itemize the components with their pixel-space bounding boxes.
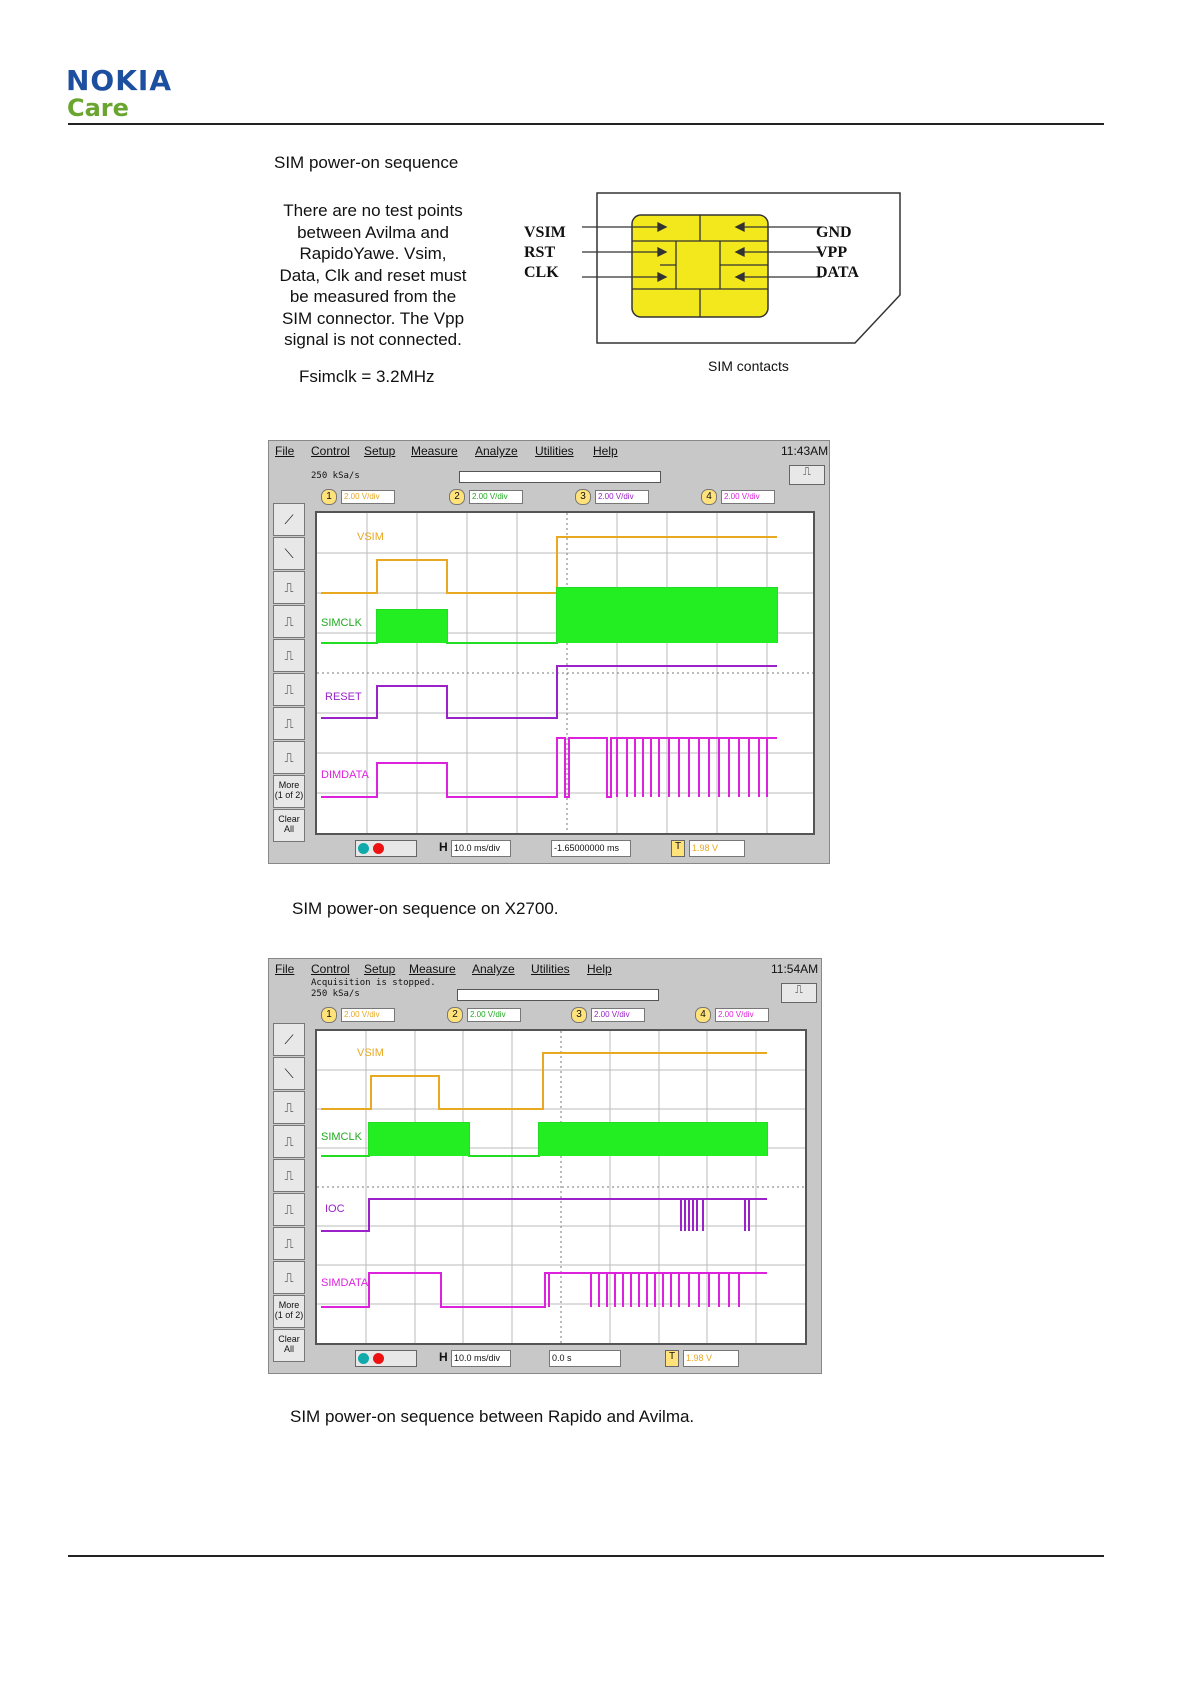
acquisition-status: Acquisition is stopped. xyxy=(311,978,436,988)
menu-file[interactable]: File xyxy=(275,962,295,976)
scope-clock: 11:54AM xyxy=(771,962,819,976)
sim-label-gnd: GND xyxy=(816,224,852,241)
channel-2[interactable]: 2 2.00 V/div xyxy=(447,1007,521,1023)
section-title: SIM power-on sequence xyxy=(274,153,459,172)
menu-file[interactable]: File xyxy=(275,444,295,458)
scope-display xyxy=(315,511,815,835)
scope-display xyxy=(315,1029,807,1345)
vsim-trace xyxy=(321,1053,767,1109)
run-stop-controls[interactable] xyxy=(355,840,417,857)
intro-line: between Avilma and xyxy=(297,222,449,242)
care-logo: Care xyxy=(67,94,129,122)
pulse-width-icon[interactable]: ⎍ xyxy=(273,1091,305,1124)
channel-1[interactable]: 1 2.00 V/div xyxy=(321,1007,395,1023)
channel-2[interactable]: 2 2.00 V/div xyxy=(449,489,523,505)
sample-rate: 250 kSa/s xyxy=(311,989,360,999)
trigger-icon: T xyxy=(671,840,685,857)
trace-label-ioc: IOC xyxy=(325,1203,345,1215)
display-mode-button[interactable]: ⎍ xyxy=(781,983,817,1003)
scope-bottom-bar xyxy=(311,837,821,859)
sim-diagram-caption: SIM contacts xyxy=(708,358,789,374)
menu-setup[interactable]: Setup xyxy=(364,962,396,976)
rising-edge-icon[interactable]: ⟋ xyxy=(273,1023,305,1056)
sim-label-vsim: VSIM xyxy=(524,224,566,241)
waveform-plot xyxy=(317,513,813,833)
rise-time-icon[interactable]: ⎍ xyxy=(273,1159,305,1192)
intro-line: be measured from the xyxy=(289,287,457,306)
trace-label-simdata: SIMDATA xyxy=(321,1277,369,1289)
scope-bottom-bar xyxy=(311,1347,815,1369)
amplitude-icon[interactable]: ⎍ xyxy=(273,1227,305,1260)
sim-label-data: DATA xyxy=(816,264,859,281)
channel-3-icon: 3 xyxy=(571,1007,587,1023)
trace-label-vsim: VSIM xyxy=(357,531,384,543)
falling-edge-icon[interactable]: ⟍ xyxy=(273,1057,305,1090)
simclk-burst-1 xyxy=(377,610,447,643)
horizontal-icon: H xyxy=(439,840,448,854)
oscilloscope-window-1 xyxy=(268,440,830,864)
delay-field[interactable]: -1.65000000 ms xyxy=(551,840,631,857)
falling-edge-icon[interactable]: ⟍ xyxy=(273,537,305,570)
delay-field[interactable]: 0.0 s xyxy=(549,1350,621,1367)
channel-bar xyxy=(311,1005,815,1027)
caption-scope-2: SIM power-on sequence between Rapido and Avilma. xyxy=(290,1407,695,1426)
amplitude-icon[interactable]: ⎍ xyxy=(273,707,305,740)
menu-utilities[interactable]: Utilities xyxy=(531,962,570,976)
channel-3[interactable]: 3 2.00 V/div xyxy=(575,489,649,505)
sample-rate: 250 kSa/s xyxy=(311,471,360,481)
menu-help[interactable]: Help xyxy=(587,962,612,976)
intro-line: There are no test points xyxy=(283,201,463,220)
trace-label-dimdata: DIMDATA xyxy=(321,769,369,781)
channel-bar xyxy=(311,487,821,509)
channel-4[interactable]: 4 2.00 V/div xyxy=(701,489,775,505)
period-icon[interactable]: ⎍ xyxy=(273,1125,305,1158)
channel-2-icon: 2 xyxy=(449,489,465,505)
trace-label-simclk: SIMCLK xyxy=(321,617,362,629)
reset-trace xyxy=(321,666,777,718)
sim-label-rst: RST xyxy=(524,244,556,261)
simclk-burst-2 xyxy=(557,588,777,643)
menu-analyze[interactable]: Analyze xyxy=(472,962,515,976)
footer-rule xyxy=(68,1555,1104,1557)
channel-1-icon: 1 xyxy=(321,489,337,505)
clear-all-button[interactable]: Clear All xyxy=(273,1329,305,1362)
menu-measure[interactable]: Measure xyxy=(411,444,458,458)
sim-label-vpp: VPP xyxy=(816,244,848,261)
menu-analyze[interactable]: Analyze xyxy=(475,444,518,458)
menu-utilities[interactable]: Utilities xyxy=(535,444,574,458)
display-mode-button[interactable]: ⎍ xyxy=(789,465,825,485)
channel-3[interactable]: 3 2.00 V/div xyxy=(571,1007,645,1023)
timebase-field[interactable]: 10.0 ms/div xyxy=(451,840,511,857)
overshoot-icon[interactable]: ⎍ xyxy=(273,1261,305,1294)
overshoot-icon[interactable]: ⎍ xyxy=(273,741,305,774)
scope-menubar xyxy=(269,441,829,461)
more-button[interactable]: More (1 of 2) xyxy=(273,775,305,808)
trigger-icon: T xyxy=(665,1350,679,1367)
channel-1-icon: 1 xyxy=(321,1007,337,1023)
more-button[interactable]: More (1 of 2) xyxy=(273,1295,305,1328)
period-icon[interactable]: ⎍ xyxy=(273,605,305,638)
rising-edge-icon[interactable]: ⟋ xyxy=(273,503,305,536)
scope-menubar xyxy=(269,959,821,979)
run-stop-controls[interactable] xyxy=(355,1350,417,1367)
horizontal-icon: H xyxy=(439,1350,448,1364)
channel-2-icon: 2 xyxy=(447,1007,463,1023)
acquisition-overview xyxy=(459,471,661,483)
menu-help[interactable]: Help xyxy=(593,444,618,458)
caption-scope-1: SIM power-on sequence on X2700. xyxy=(292,899,559,918)
trigger-level-field[interactable]: 1.98 V xyxy=(683,1350,739,1367)
fall-time-icon[interactable]: ⎍ xyxy=(273,1193,305,1226)
header-rule xyxy=(68,123,1104,125)
clear-all-button[interactable]: Clear All xyxy=(273,809,305,842)
rise-time-icon[interactable]: ⎍ xyxy=(273,639,305,672)
intro-line: RapidoYawe. Vsim, xyxy=(299,244,447,263)
simclk-burst-2 xyxy=(539,1123,767,1156)
waveform-plot xyxy=(317,1031,805,1343)
simdata-trace xyxy=(321,1273,767,1307)
fall-time-icon[interactable]: ⎍ xyxy=(273,673,305,706)
intro-line: SIM connector. The Vpp xyxy=(281,308,465,328)
scope-clock: 11:43AM xyxy=(781,444,829,458)
menu-measure[interactable]: Measure xyxy=(409,962,456,976)
intro-line: signal is not connected. xyxy=(284,330,462,349)
channel-4-icon: 4 xyxy=(695,1007,711,1023)
oscilloscope-window-2 xyxy=(268,958,822,1374)
simclk-burst-1 xyxy=(369,1123,469,1156)
intro-line: Data, Clk and reset must xyxy=(279,265,467,285)
vsim-trace xyxy=(321,537,777,593)
fsimclk-formula: Fsimclk = 3.2MHz xyxy=(299,367,435,386)
trace-label-simclk: SIMCLK xyxy=(321,1131,362,1143)
trigger-level-field[interactable]: 1.98 V xyxy=(689,840,745,857)
pulse-width-icon[interactable]: ⎍ xyxy=(273,571,305,604)
nokia-logo: NOKIA xyxy=(66,64,173,97)
channel-4[interactable]: 4 2.00 V/div xyxy=(695,1007,769,1023)
sim-label-clk: CLK xyxy=(524,264,559,281)
acquisition-overview xyxy=(457,989,659,1001)
menu-setup[interactable]: Setup xyxy=(364,444,396,458)
channel-4-icon: 4 xyxy=(701,489,717,505)
channel-3-icon: 3 xyxy=(575,489,591,505)
menu-control[interactable]: Control xyxy=(311,962,350,976)
intro-paragraph xyxy=(268,200,478,351)
trace-label-reset: RESET xyxy=(325,691,362,703)
timebase-field[interactable]: 10.0 ms/div xyxy=(451,1350,511,1367)
trace-label-vsim: VSIM xyxy=(357,1047,384,1059)
channel-1[interactable]: 1 2.00 V/div xyxy=(321,489,395,505)
menu-control[interactable]: Control xyxy=(311,444,350,458)
